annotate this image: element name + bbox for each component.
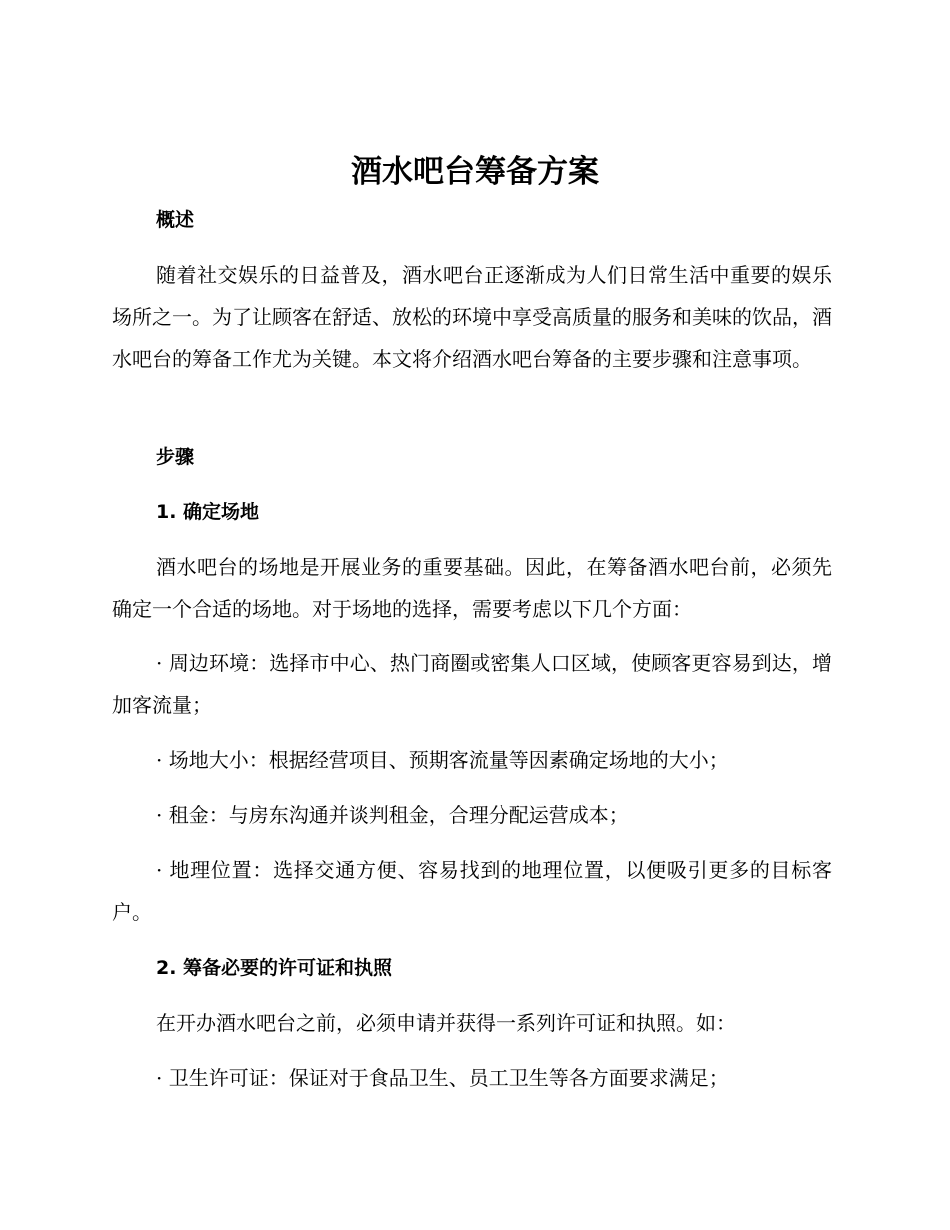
step2-bullet-health-permit: · 卫生许可证：保证对于食品卫生、员工卫生等各方面要求满足； <box>156 1066 729 1090</box>
step1-heading: 1. 确定场地 <box>156 501 260 523</box>
step1-bullet-size: · 场地大小：根据经营项目、预期客流量等因素确定场地的大小； <box>156 748 729 772</box>
step2-heading: 2. 筹备必要的许可证和执照 <box>156 957 393 979</box>
steps-heading: 步骤 <box>156 446 195 468</box>
step1-bullet-surroundings: · 周边环境：选择市中心、热门商圈或密集人口区域，使顾客更容易到达，增加客流量； <box>112 651 832 717</box>
step1-intro-paragraph: 酒水吧台的场地是开展业务的重要基础。因此，在筹备酒水吧台前，必须先确定一个合适的场地。对于场地的选择，需要考虑以下几个方面： <box>112 555 832 621</box>
document-title: 酒水吧台筹备方案 <box>351 154 599 190</box>
overview-paragraph: 随着社交娱乐的日益普及，酒水吧台正逐渐成为人们日常生活中重要的娱乐场所之一。为了让顾客在舒适、放松的环境中享受高质量的服务和美味的饮品，酒水吧台的筹备工作尤为关键。本文将介绍酒水吧台筹备的主要步骤和注意事项。 <box>112 263 832 371</box>
step2-intro-paragraph: 在开办酒水吧台之前，必须申请并获得一系列许可证和执照。如： <box>156 1011 736 1035</box>
step1-bullet-location: · 地理位置：选择交通方便、容易找到的地理位置，以便吸引更多的目标客户。 <box>112 858 832 924</box>
overview-heading: 概述 <box>156 209 195 231</box>
step1-bullet-rent: · 租金：与房东沟通并谈判租金，合理分配运营成本； <box>156 803 629 827</box>
